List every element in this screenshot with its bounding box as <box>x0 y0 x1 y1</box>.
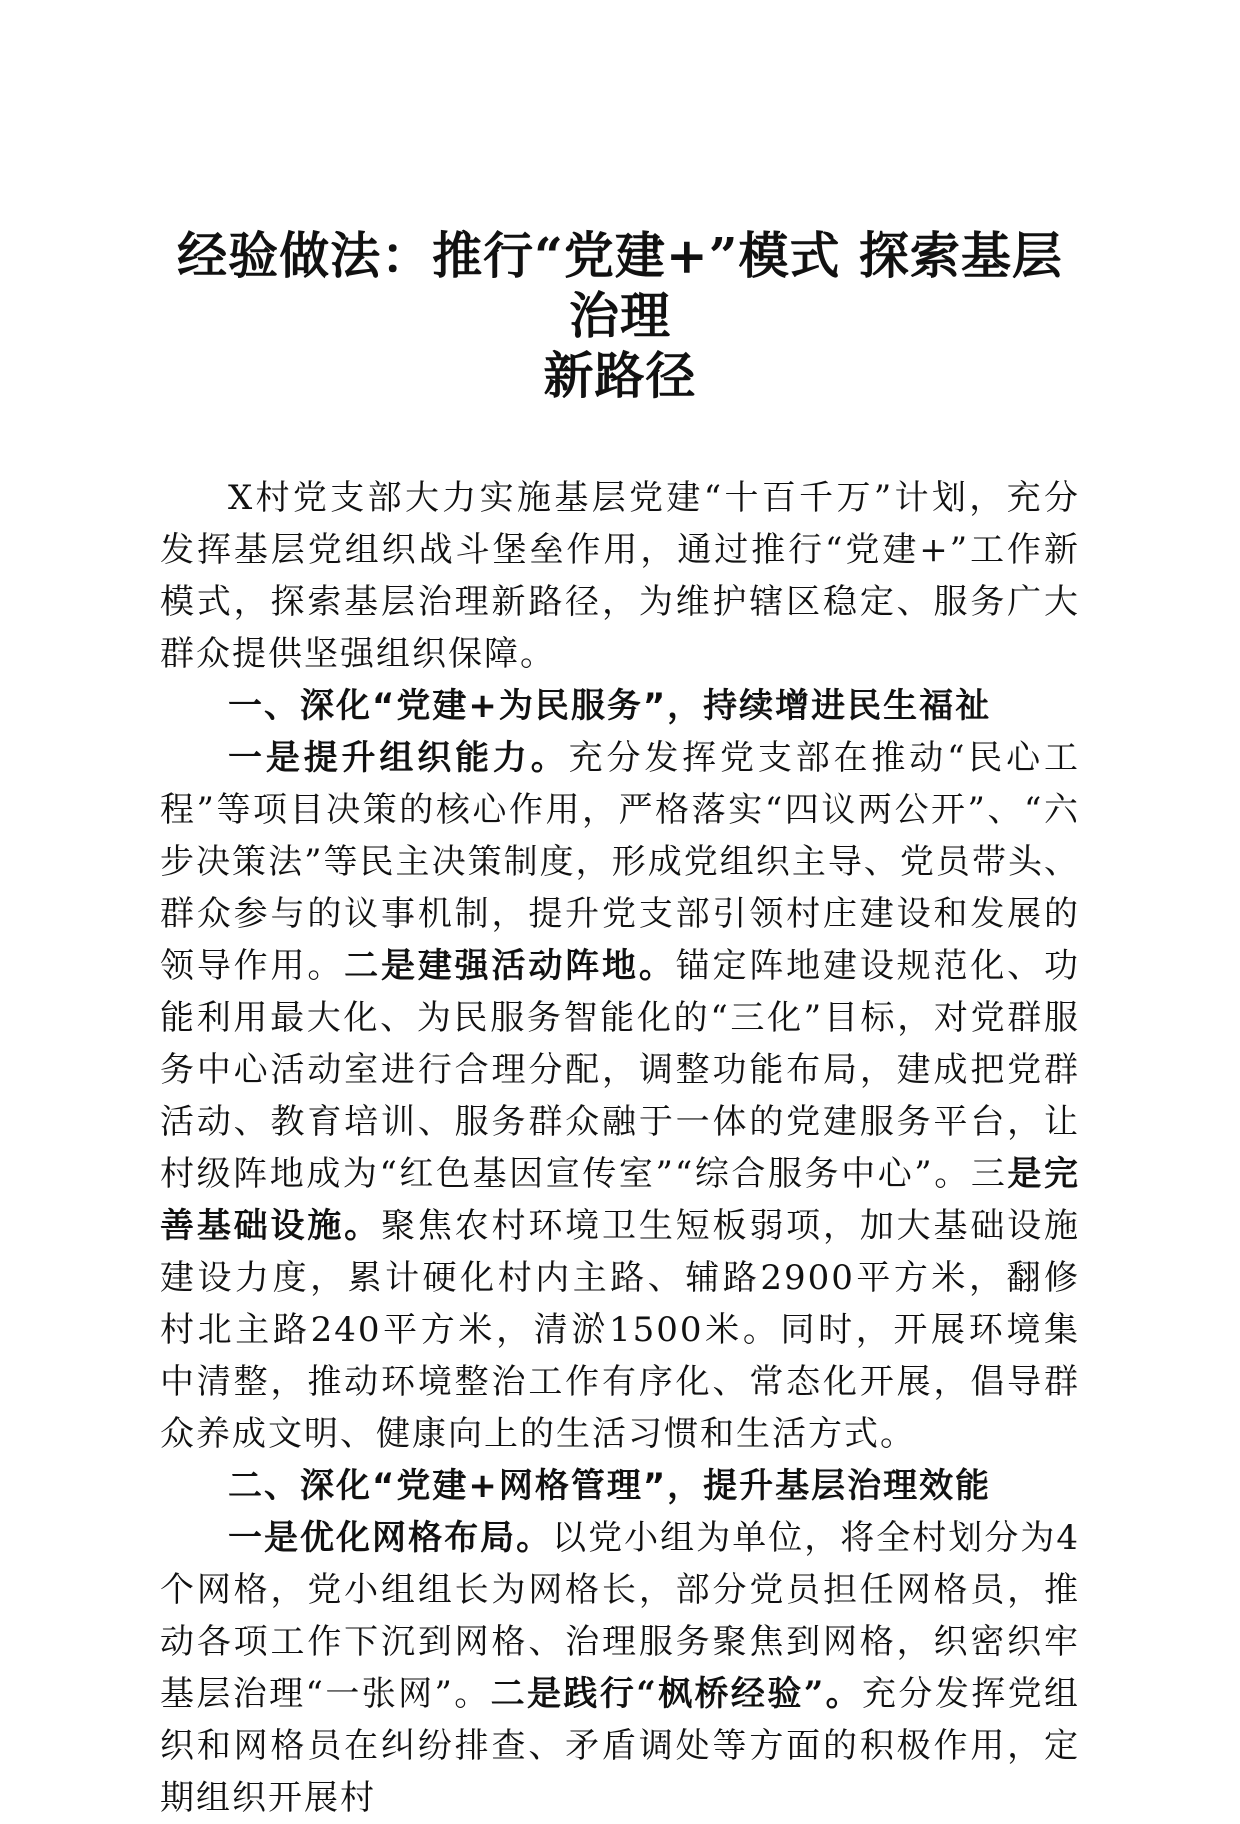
section-1-point-3-text: 聚焦农村环境卫生短板弱项，加大基础设施建设力度，累计硬化村内主路、辅路2900平方米，翻修村北主路240平方米，清淤1500米。同时，开展环境集中清整，推动环境整治工作有序化、常态化开展，倡导群众养成文明、健康向上的生活习惯和生活方式。 <box>160 1206 1080 1454</box>
section-2-point-1-lead: 一是优化网格布局。 <box>228 1518 553 1558</box>
section-2-heading: 二、深化“党建+网格管理”，提升基层治理效能 <box>228 1466 992 1506</box>
section-2-point-2-lead: 二是践行“枫桥经验”。 <box>490 1674 863 1714</box>
section-1-point-2-text: 锚定阵地建设规范化、功能利用最大化、为民服务智能化的“三化”目标，对党群服务中心活动室进行合理分配，调整功能布局，建成把党群活动、教育培训、服务群众融于一体的党建服务平台，让村级阵地成为“红色基因宣传室”“综合服务中心”。三 <box>160 946 1081 1194</box>
document-title-line-1: 经验做法：推行“党建+”模式 探索基层治理 <box>177 226 1063 345</box>
section-1-point-1-text: 充分发挥党支部在推动“民心工程”等项目决策的核心作用，严格落实“四议两公开”、“六步决策法”等民主决策制度，形成党组织主导、党员带头、群众参与的议事机制，提升党支部引领村庄建设和发展的领导作用。 <box>160 738 1081 986</box>
section-1-paragraph <box>160 732 1080 1460</box>
section-1-heading: 一、深化“党建+为民服务”，持续增进民生福祉 <box>228 686 992 726</box>
section-2-paragraph <box>160 1512 1080 1824</box>
section-2-point-1-text: 以党小组为单位，将全村划分为4个网格，党小组组长为网格长，部分党员担任网格员，推动各项工作下沉到网格、治理服务聚焦到网格，织密织牢基层治理“一张网”。 <box>160 1518 1080 1714</box>
section-1-point-1-lead: 一是提升组织能力。 <box>228 738 569 778</box>
section-2-point-2-text: 充分发挥党组织和网格员在纠纷排查、矛盾调处等方面的积极作用，定期组织开展村 <box>160 1674 1080 1818</box>
document-title-line-2: 新路径 <box>543 346 697 405</box>
intro-paragraph: X村党支部大力实施基层党建“十百千万”计划，充分发挥基层党组织战斗堡垒作用，通过推行“党建+”工作新模式，探索基层治理新路径，为维护辖区稳定、服务广大群众提供坚强组织保障。 <box>160 478 1080 674</box>
section-1-point-3-lead: 是完善基础设施。 <box>160 1154 1081 1246</box>
document-body <box>160 472 1080 1824</box>
section-1-point-2-lead: 二是建强活动阵地。 <box>344 946 676 986</box>
